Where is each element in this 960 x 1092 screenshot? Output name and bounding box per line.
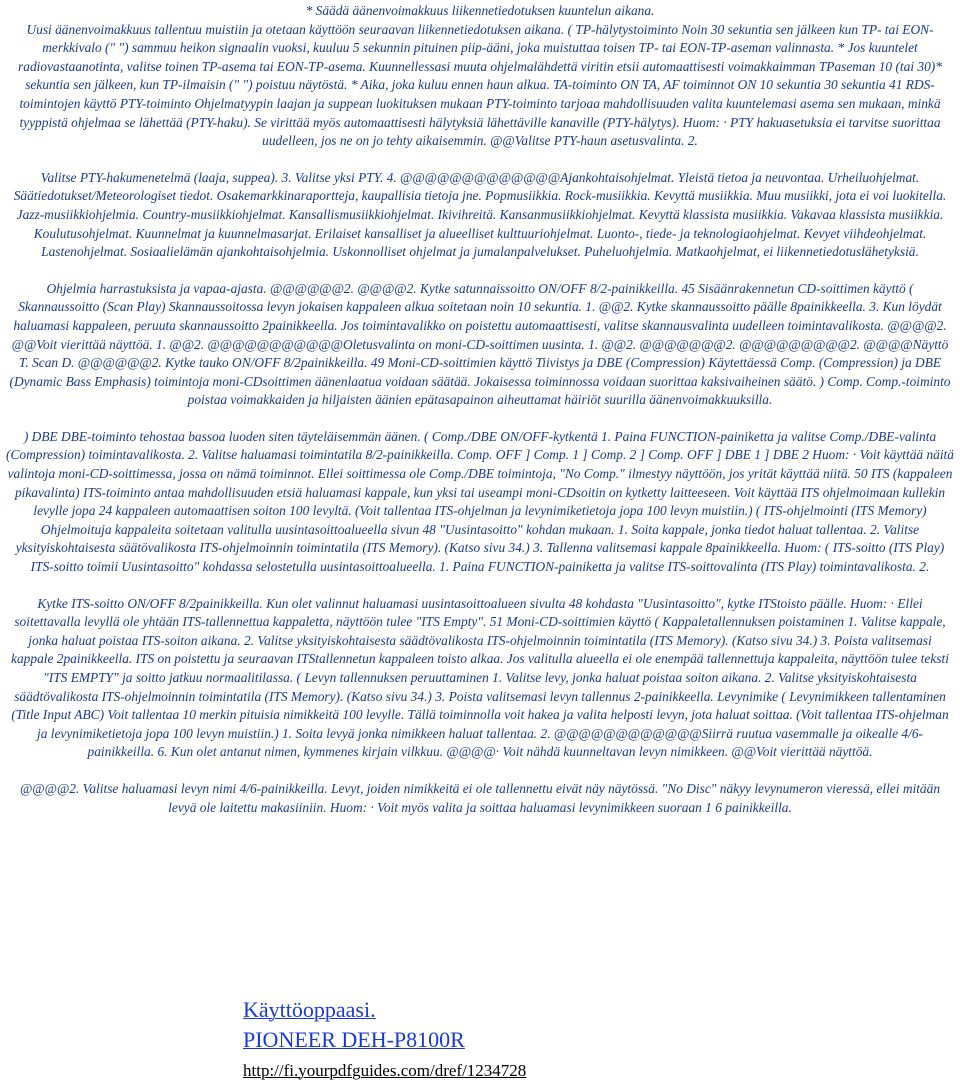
guide-url-link[interactable]: http://fi.yourpdfguides.com/dref/1234728 [243, 1061, 527, 1080]
spacer [4, 410, 956, 428]
paragraph-tp-alarm-pty: Uusi äänenvoimakkuus tallentuu muistiin ja otetaan käyttöön seuraavan liikennetiedotuksen aikana. ( TP-hälytystoiminto Noin 30 sekuntia sen jälkeen kun TP- tai EON-merkkivalo (" ") sammuu heikon signaalin vuoksi, kuuluu 5 sekunnin pituinen piip-ääni, joka muistuttaa toisen TP- tai EON-TP-aseman valinnasta. * Jos kuuntelet radiovastaanotinta, valitse toinen TP-asema tai EON-TP-asema. Kuunnellessasi muuta ohjelmalähdettä viritin etsii automaattisesti voimakkaimman TPaseman 10 (tai 30)* sekuntia sen jälkeen, kun TP-ilmaisin (" ") poistuu näytöstä. * Aika, joka kuluu ennen haun alkua. TA-toiminto ON TA, AF toiminnot ON 10 sekuntia 30 sekuntia 41 RDS-toimintojen käyttö PTY-toiminto Ohjelmatyypin laajan ja suppean luokituksen mukaan PTY-toiminto tarjoaa mahdollisuuden valita kuuntelemasi asema sen mukaan, minkä tyyppistä ohjelmaa se lähettää (PTY-haku). Se virittää myös automaattisesti hälytyksiä lähettäville kanaville (PTY-hälytys). Huom: · PTY hakuasetuksia ei tarvitse suorittaa uudelleen, jos ne on jo tehty aikaisemmin. @@Valitse PTY-haun asetusvalinta. 2. [18, 21, 942, 149]
paragraph-scan-play: Ohjelmia harrastuksista ja vapaa-ajasta. @@@@@@2. @@@@2. Kytke satunnaissoitto ON/OFF 8/2-painikkeilla. 45 Sisäänrakennetun CD-soittimen käyttö ( Skannaussoitto (Scan Play) Skannaussoitossa levyn jokaisen kappaleen alkua soitetaan noin 10 sekuntia. 1. @@2. Kytke skannaussoitto päälle 8painikkeella. 3. Kun löydät haluamasi kappaleen, peruuta skannaussoitto 2painikkeella. Jos toimintavalikko on poistettu automaattisesti, valitse skannausvalinta uudelleen toimintavalikosta. @@@@2. @@Voit vierittää näyttöä. 1. @@2. @@@@@@@@@@@Oletusvalinta on moni-CD-soittimen uusinta. 1. @@2. @@@@@@@2. @@@@@@@@@2. @@@@Näyttö T. Scan D. @@@@@@2. Kytke tauko ON/OFF 8/2painikkeilla. 49 Moni-CD-soittimien käyttö Tiivistys ja DBE (Compression) Käytettäessä Comp. (Compression) ja DBE (Dynamic Bass Emphasis) toimintoja moni-CDsoittimen äänenlaatua voidaan säätää. Jokaisessa toiminnossa voidaan suorittaa kaksivaiheinen säätö. ) Comp. Comp.-toiminto poistaa voimakkaiden ja hiljaisten äänien epätasapainon aiheuttamat häiriöt suurilla äänenvoimakkuuksilla. [9, 280, 951, 408]
guide-link[interactable]: Käyttöoppaasi. [243, 997, 376, 1022]
product-link[interactable]: PIONEER DEH-P8100R [243, 1027, 465, 1052]
spacer [4, 151, 956, 169]
paragraph-disc-title: @@@@2. Valitse haluamasi levyn nimi 4/6-painikkeilla. Levyt, joiden nimikkeitä ei ole tallennettu eivät näy näytössä. "No Disc" näkyy levynumeron vieressä, ellei mitään levyä ole laitettu makasiiniin. Huom: · Voit myös valita ja soittaa haluamasi levynimikkeen suoraan 1 6 painikkeilla. [19, 780, 941, 815]
spacer [4, 762, 956, 780]
paragraph-pty-types: Valitse PTY-hakumenetelmä (laaja, suppea). 3. Valitse yksi PTY. 4. @@@@@@@@@@@@@Ajankohtaisohjelmat. Yleistä tietoa ja neuvontaa. Urheiluohjelmat. Säätiedotukset/Meteorologiset tiedot. Osakemarkkinaraportteja, kaupallisia tietoja jne. Popmusiikkia. Rock-musiikkia. Kevyttä musiikkia. Muu musiikki, jota ei voi luokitella. Jazz-musiikkiohjelmia. Country-musiikkiohjelmat. Kansallismusiikkiohjelmat. Ikivihreitä. Kansanmusiikkiohjelmat. Kevyttä klassista musiikkia. Vakavaa klassista musiikkia. Koulutusohjelmat. Kuunnelmat ja kuunnelmasarjat. Erilaiset kansalliset ja alueelliset kulttuuriohjelmat. Luonto-, tiede- ja teknologiaohjelmat. Kevyet viihdeohjelmat. Lastenohjelmat. Sosiaalielämän ajankohtaisohjelmia. Uskonnolliset ohjelmat ja jumalanpalvelukset. Puheluohjelmia. Matkaohjelmat, ei liikennetiedotuslähetyksiä. [13, 169, 947, 260]
spacer [4, 262, 956, 280]
footer-links [243, 995, 663, 1083]
paragraph-dbe-its: ) DBE DBE-toiminto tehostaa bassoa luoden siten täyteläisemmän äänen. ( Comp./DBE ON/OFF-kytkentä 1. Paina FUNCTION-painiketta ja valitse Comp./DBE-valinta (Compression) toimintavalikosta. 2. Valitse haluamasi toimintatila 8/2-painikkeilla. Comp. OFF ] Comp. 1 ] Comp. 2 ] Comp. OFF ] DBE 1 ] DBE 2 Huom: · Voit käyttää näitä valintoja moni-CD-soittimessa, jossa on nämä toiminnot. Ellei soittimessa ole Comp./DBE toimintoja, "No Comp." ilmestyy näyttöön, jos yrität käyttää niitä. 50 ITS (kappaleen pikavalinta) ITS-toiminto antaa mahdollisuuden etsiä haluamasi kappale, kun yksi tai useampi moni-CDsoitin on kytketty laitteeseen. Voit käyttää ITS ohjelmoimaan kullekin levylle jopa 24 kappaleen automaattisen soiton 100 levyltä. (Voit tallentaa ITS-ohjelman ja levynimiketietoja jopa 100 levyn muistiin.) ( ITS-ohjelmointi (ITS Memory) Ohjelmoituja kappaleita soitetaan valitulla uusintasoittoalueella sivun 48 "Uusintasoitto" kohdan mukaan. 1. Soita kappale, jonka tiedot haluat tallentaa. 2. Valitse yksityiskohtaisesta säätövalikosta ITS-ohjelmoinnin toimintatila (ITS Memory). (Katso sivu 34.) 3. Tallenna valitsemasi kappale 8painikkeella. Huom: ( ITS-soitto (ITS Play) ITS-soitto toimii Uusintasoitto" kohdassa selostetulla uusintasoittoalueella. 1. Paina FUNCTION-painiketta ja valitse ITS-soittovalinta (ITS Play) toimintavalikosta. 2. [6, 428, 954, 575]
paragraph-volume-note: * Säädä äänenvoimakkuus liikennetiedotuksen kuuntelun aikana. [305, 3, 655, 18]
spacer [4, 577, 956, 595]
paragraph-its-play-title: Kytke ITS-soitto ON/OFF 8/2painikkeilla. Kun olet valinnut haluamasi uusintasoittoalueen sivulta 48 kohdasta "Uusintasoitto", kytke ITStoisto päälle. Huom: · Ellei soitettavalla levyllä ole yhtään ITS-tallennettua kappaletta, näyttöön tulee "ITS Empty". 51 Moni-CD-soittimien käyttö ( Kappaletallennuksen poistaminen 1. Valitse kappale, jonka haluat poistaa ITS-soiton aikana. 2. Valitse yksityiskohtaisesta säädtövalikosta ITS-ohjelmoinnin toimintatila (ITS Memory). (Katso sivu 34.) 3. Poista valitsemasi kappale 2painikkeella. ITS on poistettu ja seuraavan ITStallennetun kappaleen toisto alkaa. Jos valitulla alueella ei ole enempää tallennettuja kappaleita, näyttöön tulee teksti "ITS EMPTY" ja soitto jatkuu normaalitilassa. ( Levyn tallennuksen peruuttaminen 1. Valitse levy, jonka haluat poistaa soiton aikana. 2. Valitse yksityiskohtaisesta säädtövalikosta ITS-ohjelmoinnin toimintatila (ITS Memory). (Katso sivu 34.) 3. Poista valitsemasi levyn tallennus 2-painikkeella. Levynimike ( Levynimikkeen tallentaminen (Title Input ABC) Voit tallentaa 10 merkin pituisia nimikkeitä 100 levylle. Tällä toiminnolla voit hakea ja valita helposti levyn, jota haluat soittaa. (Voit tallentaa ITS-ohjelman ja levynimiketietoja jopa 100 levyn muistiin.) 1. Soita levyä jonka nimikkeen haluat tallentaa. 2. @@@@@@@@@@@@Siirrä ruutua vasemmalle ja oikealle 4/6-painikkeilla. 6. Kun olet antanut nimen, kymmenes kirjain vilkkuu. @@@@· Voit nähdä kuunneltavan levyn nimikkeen. @@Voit vierittää näyttöä. [11, 595, 949, 760]
